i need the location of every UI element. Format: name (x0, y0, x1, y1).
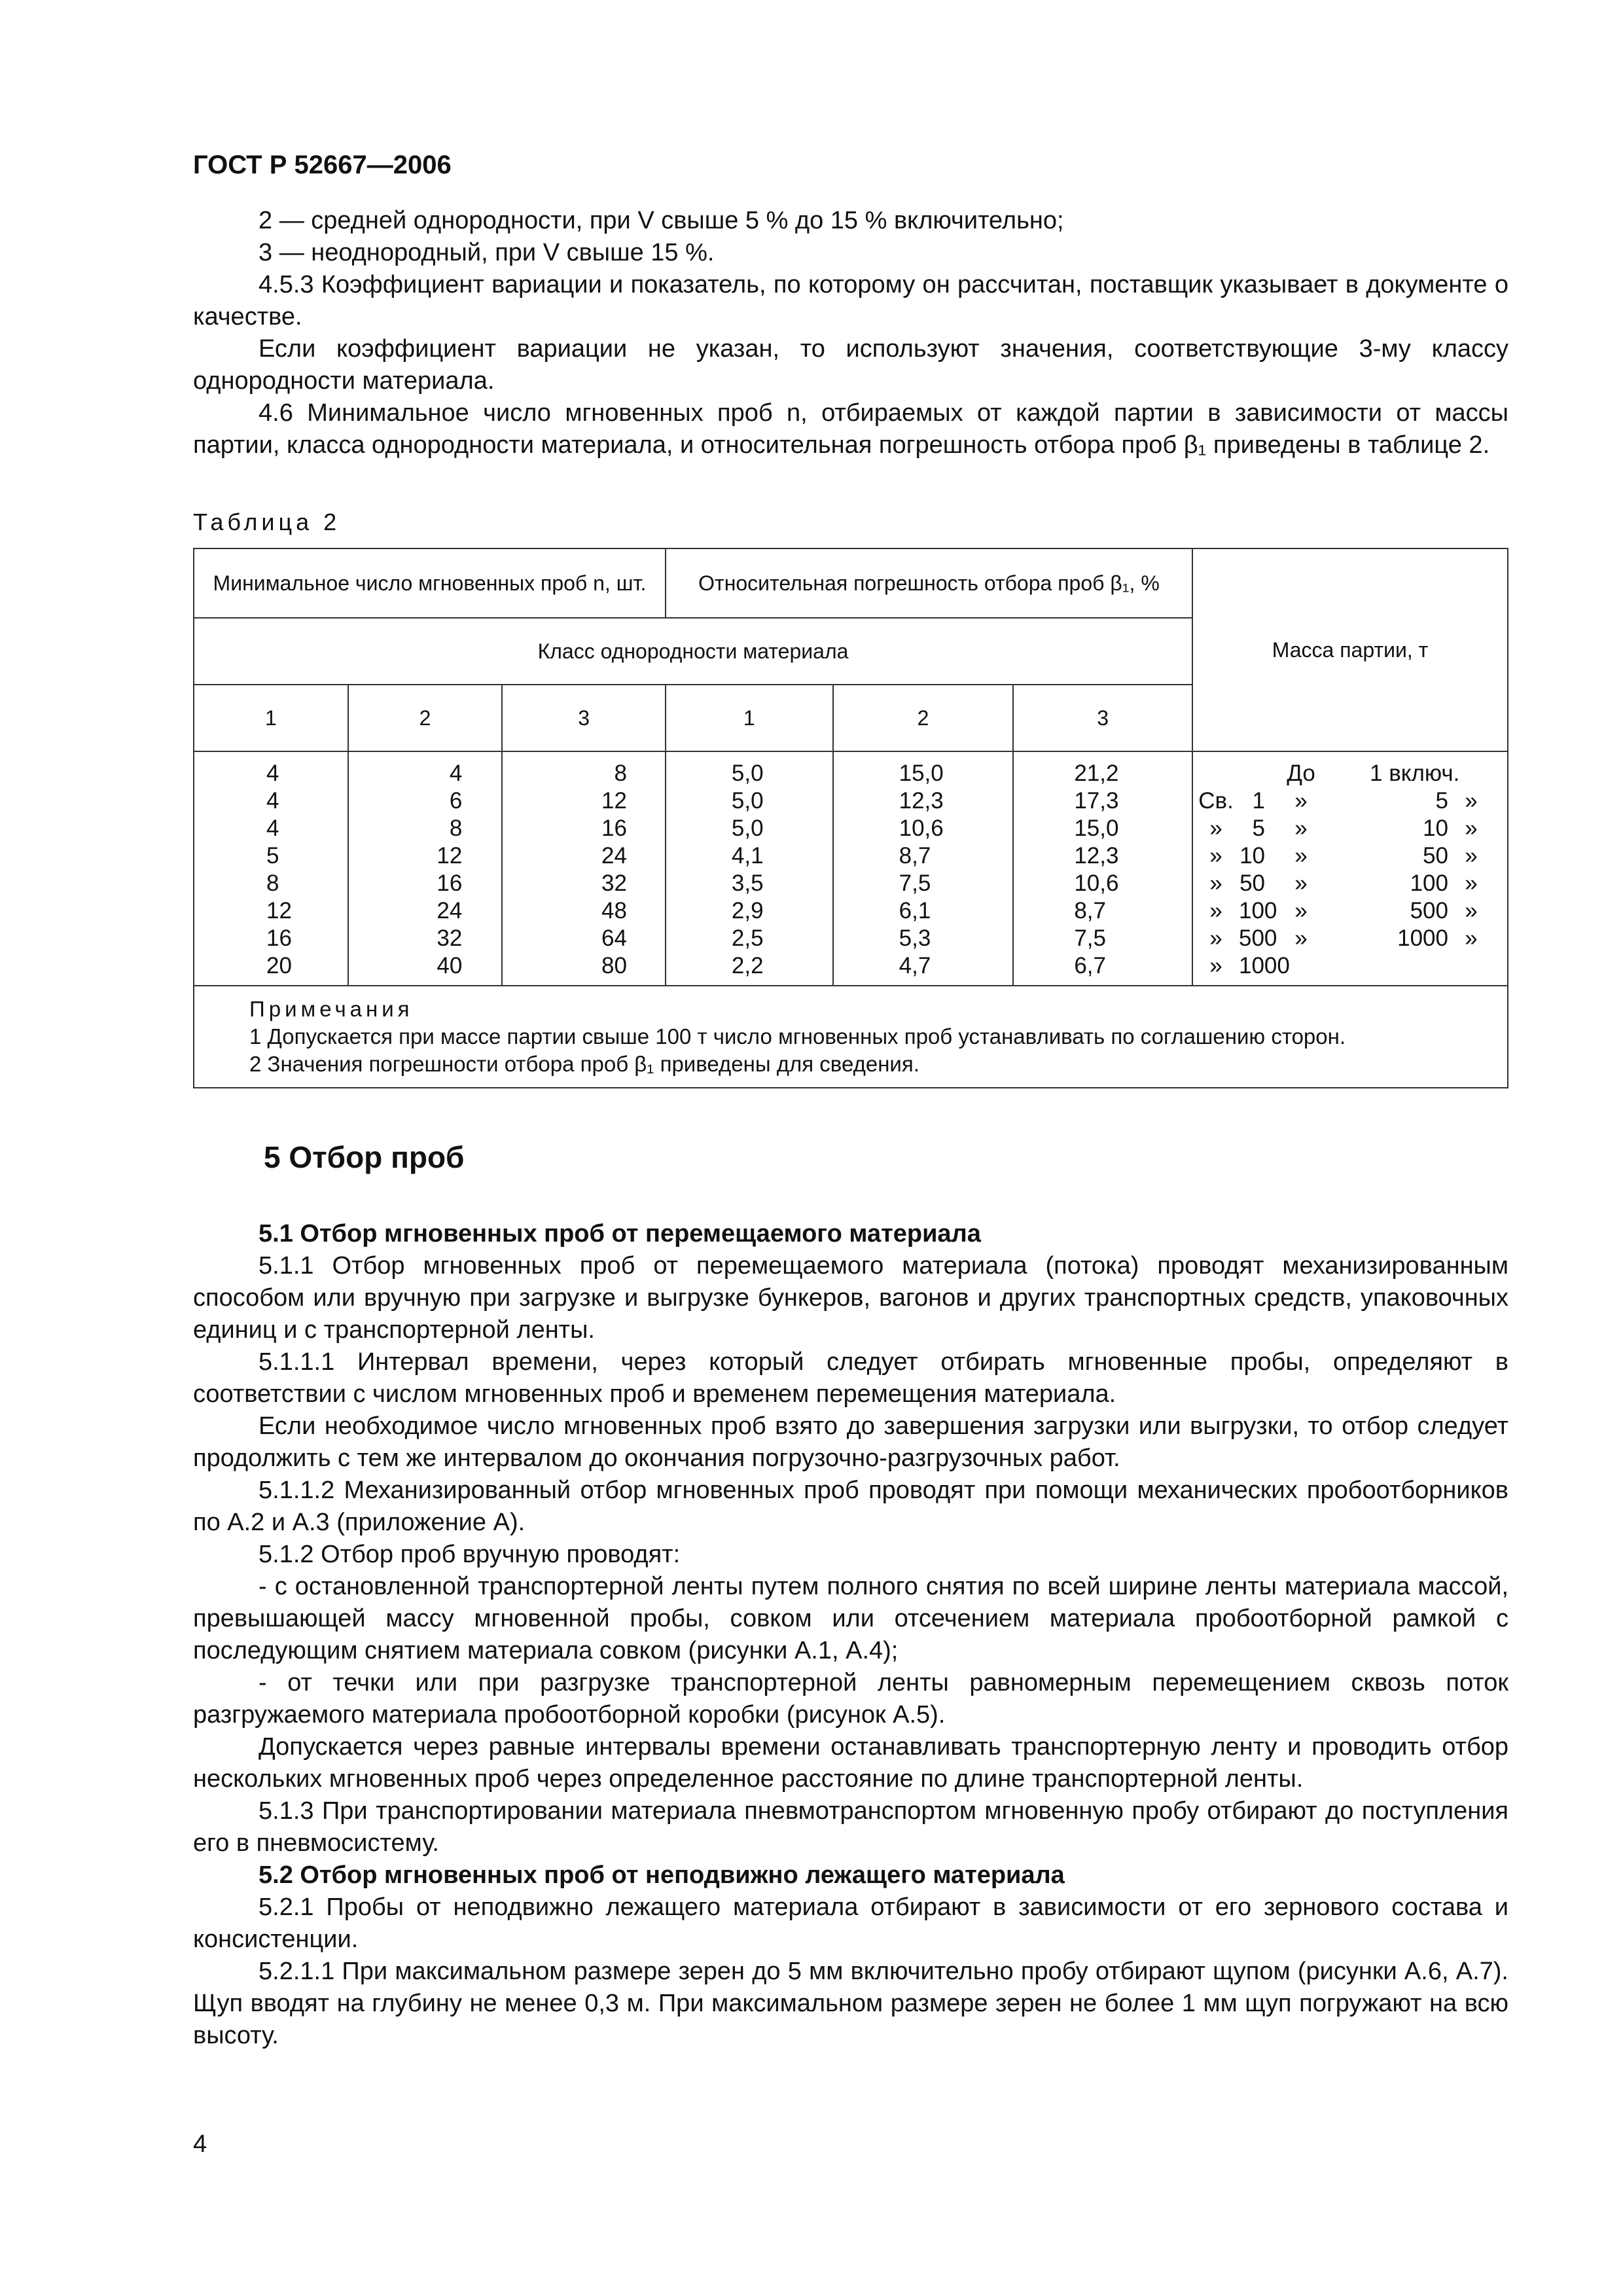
table-cell: 3,5 (731, 870, 764, 896)
table-cell: 10,6 (899, 816, 944, 841)
header-min-count: Минимальное число мгновенных проб n, шт. (194, 548, 666, 618)
table-cell: 5,0 (731, 761, 764, 786)
mass-range-part (1265, 952, 1337, 980)
mass-range-part: 5 (1435, 788, 1448, 814)
table-cell: 12,3 (899, 788, 944, 814)
table-cell: 8 (266, 870, 279, 896)
table-cell: 8 (614, 761, 627, 786)
mass-range-part: 100 (1410, 870, 1448, 896)
table-cell: 12,3 (1074, 843, 1119, 869)
table-cell: 8 (449, 816, 463, 841)
mass-range-part: » (1294, 898, 1308, 924)
class-number: 3 (1013, 685, 1192, 751)
mass-range-part: » (1294, 843, 1308, 869)
table-cell: 12 (266, 898, 292, 924)
header-mass: Масса партии, т (1192, 548, 1508, 751)
mass-range-part: » (1465, 843, 1478, 869)
paragraph: 4.6 Минимальное число мгновенных проб n, отбираемых от каждой партии в зависимости от массы партии, класса однородности материала, и относительная погрешность отбора проб β₁ приведены в таблице 2. (193, 399, 1508, 459)
table-cell: 4 (266, 816, 279, 841)
table-cell: 21,2 (1074, 761, 1119, 786)
mass-range-part: Св. (1198, 788, 1234, 814)
paragraph: 5.2.1.1 При максимальном размере зерен до 5 мм включительно пробу отбирают щупом (рисунки А.6, А.7). Щуп вводят на глубину не менее 0,3 м. При максимальном размере зерен не более 1 мм щуп погружают на всю высоту. (193, 1958, 1508, 2049)
mass-range-part (1337, 760, 1370, 787)
table-cell: 5,0 (731, 816, 764, 841)
table-2 (193, 548, 1508, 1088)
note-item: 1 Допускается при массе партии свыше 100 т число мгновенных проб устанавливать по соглашению сторон. (249, 1024, 1346, 1049)
page-number: 4 (193, 2130, 207, 2158)
data-column-error-class-3 (1013, 751, 1192, 986)
mass-range-part: » (1209, 925, 1222, 951)
table-caption: Таблица 2 (193, 509, 341, 535)
table-cell: 5,0 (731, 788, 764, 814)
mass-range-part: 100 (1239, 898, 1277, 924)
mass-range-part: 1000 (1397, 925, 1448, 951)
mass-range-part (1448, 760, 1494, 787)
table-cell: 2,5 (731, 925, 764, 951)
mass-range-part: 50 (1240, 870, 1265, 896)
mass-range (1193, 760, 1507, 787)
table-cell: 80 (601, 953, 627, 978)
mass-range-part: » (1465, 788, 1478, 814)
table-cell: 12 (601, 788, 627, 814)
table-cell: 7,5 (1074, 925, 1106, 951)
mass-range-part (1337, 925, 1370, 952)
mass-range-part: 500 (1410, 898, 1448, 924)
mass-range-part: 10 (1423, 816, 1448, 841)
mass-range-part (1337, 952, 1370, 980)
data-column-count-class-3 (502, 751, 666, 986)
mass-range (1193, 842, 1507, 870)
paragraph: 5.1.1 Отбор мгновенных проб от перемещаемого материала (потока) проводят механизированным способом или вручную при загрузке и выгрузке бункеров, вагонов и других транспортных средств, упаковочных единиц и с транспортерной ленты. (193, 1252, 1508, 1344)
paragraph: - с остановленной транспортерной ленты путем полного снятия по всей ширине ленты материала массой, превышающей массу мгновенной пробы, совком или отсечением материала пробоотборной рамкой с последующим снятием материала совком (рисунки А.1, А.4); (193, 1573, 1508, 1664)
section-title: 5 Отбор проб (264, 1140, 465, 1174)
data-column-count-class-1 (194, 751, 348, 986)
mass-range (1193, 787, 1507, 815)
mass-range-part (1193, 760, 1239, 787)
paragraph: Если коэффициент вариации не указан, то используют значения, соответствующие 3-му классу однородности материала. (193, 335, 1508, 395)
mass-range-part: 10 (1240, 843, 1265, 869)
table-cell: 15,0 (1074, 816, 1119, 841)
mass-range-part: » (1294, 788, 1308, 814)
mass-range-part: До (1287, 761, 1315, 786)
table-cell: 10,6 (1074, 870, 1119, 896)
table-cell: 2,9 (731, 898, 764, 924)
table-cell: 6,1 (899, 898, 931, 924)
table-cell: 24 (437, 898, 463, 924)
table-cell: 5 (266, 843, 279, 869)
mass-range-part (1337, 842, 1370, 870)
header-rel-error: Относительная погрешность отбора проб β₁, % (666, 548, 1192, 618)
table-cell: 6,7 (1074, 953, 1106, 978)
table-cell: 20 (266, 953, 292, 978)
paragraph: 5.1.1.1 Интервал времени, через который следует отбирать мгновенные пробы, определяют в соответствии с числом мгновенных проб и временем перемещения материала. (193, 1348, 1508, 1408)
table-cell: 12 (437, 843, 463, 869)
table-cell: 15,0 (899, 761, 944, 786)
mass-range-part (1337, 870, 1370, 897)
table-cell: 8,7 (899, 843, 931, 869)
document-page (193, 151, 1508, 2052)
mass-range-part: » (1465, 898, 1478, 924)
mass-range (1193, 952, 1507, 980)
table-cell: 24 (601, 843, 627, 869)
mass-range-part: » (1294, 925, 1308, 951)
mass-range-part: » (1209, 898, 1222, 924)
table-cell: 17,3 (1074, 788, 1119, 814)
paragraph: 3 — неоднородный, при V свыше 15 %. (259, 239, 715, 266)
paragraph: 4.5.3 Коэффициент вариации и показатель, по которому он рассчитан, поставщик указывает в документе о качестве. (193, 271, 1508, 331)
document-header: ГОСТ Р 52667—2006 (193, 151, 452, 179)
mass-range-part: 1 (1252, 788, 1265, 814)
table-cell: 48 (601, 898, 627, 924)
paragraph: 2 — средней однородности, при V свыше 5 % до 15 % включительно; (259, 207, 1064, 234)
data-column-count-class-2 (348, 751, 503, 986)
mass-range-part: » (1209, 953, 1222, 978)
mass-range (1193, 815, 1507, 842)
mass-range-part: » (1209, 870, 1222, 896)
table-notes (194, 986, 1508, 1088)
data-column-mass (1192, 751, 1508, 986)
table-cell: 16 (437, 870, 463, 896)
table-cell: 4 (449, 761, 463, 786)
mass-range-part: 500 (1239, 925, 1277, 951)
mass-range-part: » (1465, 816, 1478, 841)
mass-range-part: » (1465, 925, 1478, 951)
note-item: 2 Значения погрешности отбора проб β₁ приведены для сведения. (249, 1052, 919, 1076)
mass-range-part: » (1209, 843, 1222, 869)
mass-range-part (1370, 952, 1448, 980)
class-number: 3 (502, 685, 666, 751)
mass-range-part (1239, 760, 1265, 787)
mass-range-part (1448, 952, 1494, 980)
mass-range (1193, 897, 1507, 925)
mass-range-part (1337, 815, 1370, 842)
paragraph: 5.1.2 Отбор проб вручную проводят: (259, 1541, 681, 1568)
table-cell: 32 (437, 925, 463, 951)
paragraph: Если необходимое число мгновенных проб взято до завершения загрузки или выгрузки, то отбор следует продолжить с тем же интервалом до окончания погрузочно-разгрузочных работ. (193, 1412, 1508, 1472)
mass-range-part: 5 (1252, 816, 1265, 841)
subsection-title: 5.1 Отбор мгновенных проб от перемещаемого материала (259, 1220, 981, 1247)
table-cell: 16 (266, 925, 292, 951)
table-cell: 5,3 (899, 925, 931, 951)
class-number: 1 (194, 685, 348, 751)
class-number: 2 (348, 685, 503, 751)
header-class: Класс однородности материала (194, 618, 1192, 685)
table-cell: 7,5 (899, 870, 931, 896)
paragraph: 5.2.1 Пробы от неподвижно лежащего материала отбирают в зависимости от его зернового состава и консистенции. (193, 1893, 1508, 1953)
table-cell: 4 (266, 788, 279, 814)
mass-range-part: 1 включ. (1370, 761, 1460, 786)
mass-range-part: » (1294, 816, 1308, 841)
mass-range-part: » (1294, 870, 1308, 896)
mass-range-part: » (1465, 870, 1478, 896)
mass-range-part (1337, 897, 1370, 925)
class-number: 2 (833, 685, 1014, 751)
data-column-error-class-2 (833, 751, 1014, 986)
table-cell: 6 (449, 788, 463, 814)
table-cell: 16 (601, 816, 627, 841)
mass-range-part (1337, 787, 1370, 815)
mass-range-part: » (1209, 816, 1222, 841)
table-cell: 32 (601, 870, 627, 896)
table-cell: 40 (437, 953, 463, 978)
mass-range-part: 1000 (1239, 953, 1290, 978)
paragraph: 5.1.1.2 Механизированный отбор мгновенных проб проводят при помощи механических пробоотборников по А.2 и А.3 (приложение А). (193, 1477, 1508, 1536)
data-column-error-class-1 (666, 751, 833, 986)
table-cell: 4,7 (899, 953, 931, 978)
table-cell: 4 (266, 761, 279, 786)
mass-range (1193, 925, 1507, 952)
notes-title: Примечания (249, 997, 414, 1021)
class-number: 1 (666, 685, 833, 751)
table-cell: 64 (601, 925, 627, 951)
table-cell: 4,1 (731, 843, 764, 869)
mass-range-part: 50 (1423, 843, 1448, 869)
paragraph: 5.1.3 При транспортировании материала пневмотранспортом мгновенную пробу отбирают до поступления его в пневмосистему. (193, 1797, 1508, 1857)
subsection-title: 5.2 Отбор мгновенных проб от неподвижно лежащего материала (259, 1861, 1065, 1889)
paragraph: Допускается через равные интервалы времени останавливать транспортерную ленту и проводить отбор нескольких мгновенных проб через определенное расстояние по длине транспортерной ленты. (193, 1733, 1508, 1793)
mass-range (1193, 870, 1507, 897)
table-cell: 8,7 (1074, 898, 1106, 924)
table-cell: 2,2 (731, 953, 764, 978)
paragraph: - от течки или при разгрузке транспортерной ленты равномерным перемещением сквозь поток разгружаемого материала пробоотборной коробки (рисунок А.5). (193, 1669, 1508, 1729)
